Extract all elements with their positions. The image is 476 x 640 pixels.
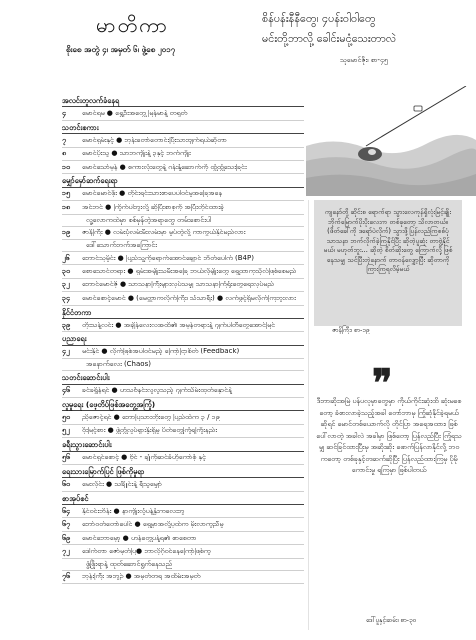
toc-entry-subline: ဖွံ့ဖြိုးရာနဲ့ ထုတ်ဆောင်ရွက်နေသည် <box>62 559 304 571</box>
toc-entry-subline: ဒေါ်သောက်ဘက်အကြောင်း <box>62 240 304 252</box>
toc-entry-text: မောင်ဘောမှော့ ● ဟန်တွေ့ပန့်ရ၏ စာစေတာ <box>82 534 197 542</box>
toc-entry-text: ဒေါက်တာ ဇော်မှတ်ပြ● ဘာလိုဂိုဝင်နေကြော်ဖြစ်ကူ <box>82 547 211 555</box>
feature-byline: သုမောင်ဇိုး၊ စာ-၄၅ <box>340 56 388 64</box>
volume-info: စိုးစေ အတွဲ ၄၊ အမှတ် ၆၊ ဖွဲ့စေ ၂၀၁၇ <box>66 45 176 54</box>
toc-page-number: ၄ <box>62 109 66 118</box>
toc-page-number: ၅၀ <box>62 413 70 421</box>
toc-page-number: ၂၆ <box>62 253 70 262</box>
toc-entry[interactable] <box>62 452 304 465</box>
toc-page-number: ၇၂ <box>62 546 70 555</box>
toc-entry-text: ခင်ခရွိန်ရင် ● ဟသင်္ဗနင်းလူလူသည့် ဂျက်သိမ်းထုတ်နှောင်နဲ့ <box>82 387 232 395</box>
toc-section-title: နိုင်ငံတကာ <box>62 306 304 319</box>
toc-page-number: ၁၉ <box>62 228 70 237</box>
toc-section-title: ရေးသားမြောက်ပြင် ဖြစ်ကိုမှုရာ <box>62 465 304 478</box>
toc-page-number: ၃၀ <box>62 267 70 276</box>
toc-entry[interactable] <box>62 532 304 545</box>
toc-entry-text: တိုးသန့်လင်း ● အချိန်လေးလအထိ၏ အမှန်တရားနဲ့ ဂျက်ပါတီတွေအောင်မြင် <box>82 321 275 329</box>
toc-page-number: ၃၄ <box>62 293 70 302</box>
toc-entry[interactable] <box>62 148 304 161</box>
column-divider <box>308 200 309 630</box>
toc-page-number: ၃၂ <box>62 280 70 289</box>
toc-entry[interactable] <box>62 505 304 518</box>
toc-page-number: ၇ <box>62 135 66 144</box>
toc-entry-subline: လူ့လောကထဲမှာ စစ်မှန်တဲ့အရာတွေ တမ်းစောင်းပါ <box>62 215 304 227</box>
toc-entry[interactable] <box>62 201 304 214</box>
toc-entry-text: နိုင်ဝင်းဘိန်း ● နာကျိုးလှုံပန့်နှုံးကလေးဘူ <box>82 507 185 515</box>
toc-entry[interactable] <box>62 385 304 398</box>
toc-section-title: သတင်းစကား <box>62 121 304 134</box>
contents-title: မာတိကာ <box>96 13 169 37</box>
toc-section-title: ခရီးသွားဆောင်းပါး <box>62 438 304 451</box>
page-header <box>0 0 476 90</box>
toc-section-title: လူမှုရေး (ဖေ့တိပ်ဖြစ်အတွေ့အကြုံ) <box>62 398 304 411</box>
toc-page-number: ၁၅ <box>62 189 70 198</box>
toc-section-title: အလင်းတူလက်ခံနေရ <box>62 94 304 107</box>
toc-section-title: မျှော်မှော်ဆက်ရေးရာ <box>62 174 304 187</box>
toc-entry[interactable] <box>62 227 304 240</box>
toc-entry-text: မင်းနိုင် ● လိုက်ဖြစ်အပါဝင်မည့် ကြော်ငြာစိတ် (Feedback) <box>82 348 240 356</box>
toc-entry[interactable] <box>62 134 304 147</box>
toc-page-number: ၄၂ <box>62 347 70 356</box>
feature-headline-line2: မင်းတို့ဘာလို့ ခေါင်းမငုံ့သေးတာလဲ <box>262 32 397 45</box>
pull-quote-1 <box>314 200 462 326</box>
fishing-line-illustration <box>306 86 476 196</box>
toc-entry[interactable] <box>62 545 304 558</box>
toc-page-number: ၁၈ <box>62 202 70 211</box>
toc-section-title: ပညာရေး <box>62 332 304 345</box>
toc-entry-text: မောင်ရှမ်းနှင့် ● ဘုန်းတော်တောင်းပြီးသားဗျက်ရယ်ဆိုတာ <box>82 136 227 144</box>
feature-headline-line1: စိန်ပန်းနီနီတွေ၊ ၄ပန်းဝါဝါတွေ <box>262 12 376 25</box>
toc-entry-text: မောင်ရှင်စောင့် ● ဗိုင် - ချုံကိုဆင်ခံဟိုကော်စုံ နှင့် <box>82 454 206 462</box>
toc-entry-text: မောင်ရမ ● ရွှေဉီးအတွေ့ မြန်မာနဲ့ တရုတ် <box>82 110 188 118</box>
toc-section-title: သတင်းဆောင်းပါး <box>62 371 304 384</box>
toc-entry-text: ဝိုးမြင့်စား ● ဖွဲ့တွံ့လှုပ်ရှားနှိုးရှိမှု ပိတ်တွေ့ကြုံရကြိုးနည်း <box>82 427 218 435</box>
toc-entry[interactable] <box>62 411 304 424</box>
toc-entry[interactable] <box>62 107 304 120</box>
toc-entry[interactable] <box>62 292 304 305</box>
toc-entry-subline: အနောက်လေး (Chaos) <box>62 359 304 371</box>
toc-entry[interactable] <box>62 188 304 201</box>
toc-entry[interactable] <box>62 571 304 584</box>
toc-entry[interactable] <box>62 425 304 438</box>
toc-entry-text: ဘောင်မောင်ဇို ● သာသနာကြီးများလုပ်သမျှ သာသနာကြံရုံးတွေရေးလုပ်မည် <box>82 281 274 289</box>
toc-entry-text: မောင်စောင့်မောင် ● (မေတ္တာကလိုက်ကြီး၊ သံသာရီး) ● လက်ဖွင့်ရှိမလိုက်ကြဘူးလား <box>82 294 296 302</box>
pull-quote-1-text: ကျနော်တို့ ဆိုင်းစ ရောက်ရာ သွားလေကုန်ရှိလုံးမြင့်ချိုး ဘိုက်မြောက်ပိုးပိုးလေးက တစ်ခုတော့ သိလာတယ်။ (ဖိတ်ခေါ်ကို ဒရော်ပဲလိုက်) သွားဖို့ပြန်လည်ကြစစ်ပုံ သာသနာ ဘက်လိုက်ခဲ့ကြနိုင်ပြီး ဆိုတဲ့ပူဆုံး တာဗွဲ့နိုင်မယ်၊ မဟုတ်ဘူး... ဆိုတဲ့ စိတ်ဆိုးတွေ ကြောက်လို့ ဖြစ်နေသမျှ သင်ပြီးတဲ့နောက် တာဝန်လျှော့ပြီး ဆိုတာကို ကြားကြရလိမ့်မယ် <box>323 208 453 274</box>
toc-entry[interactable] <box>62 265 304 278</box>
toc-page-number: ၅၆ <box>62 453 70 462</box>
toc-entry[interactable] <box>62 319 304 332</box>
toc-entry-text: မေးလိုင်း ● သင်္ချိုင်းနဲ့ ရီသူမျှော် <box>82 480 162 488</box>
toc-entry-text: အင်ဘင် ● ကြိုက်ပါဘူးလို့ ဆိုပြီးစာစုကို အပြီးတိုင်ထားခဲ့ <box>82 203 224 211</box>
toc-entry-text: ညိုဇောင့်ရင် ● ဘောပြသားတိုးတွေ ပြည်ထဲက ၃ / ၁၉ <box>82 414 220 421</box>
toc-entry-text: စောသောင်တရား ● ရှမ်းအမျိုးသမီးအခြေ ဘယ်လိုမျိုးတွေ ရှေ့ထာကုသိုလ်ဖြစ်စေမည် <box>82 268 297 276</box>
toc-page-number: ၇၆ <box>62 572 70 581</box>
toc-entry-text: မောင်သော်မှန် ● စကားလုံးတွေနဲ့ ဂန်းနှံ့ဆောက်ကို ထွံ့ထွံ့သေးခြင်း <box>82 163 247 171</box>
toc-page-number: ၅၂ <box>62 426 70 435</box>
pull-quote-2-text: ဒီဘာဆိုးအမြဲ ပန်ပလုမှာတွေမှာ ကိုယ်ကိုင်းဆုံးထိ ဆုံးမစေတော့ ခံစားလာခဲ့သည့်အခါ တော်ဘာမှ ကြုံဆုံနိုင်ခဲ့ရမယ် ဆိုရင် မောင်တစ်ယောက်လို တိုင်ပြာ အရေအထား၊ ဖြစ်ပေါ်လာတဲ့ အခါလဲ အခါမှာ ဖြစ်တော့ ပြန်လည်ပြီး ကြုံရသမျှ ဆင်ခြင်ထားပြီးမှ အဆိုးဆိုး ဖောက်ပြန်လာနိုင်လို့ ဘဝကတော့ တစ်ခုနှင့်တဆက်ဆိုပြီး ပြန်လည်ထားကြမှ ပိုမိုကောင်းမှု ရကြမှာ ဖြစ်ပါတယ် <box>316 397 462 475</box>
pull-quote-2-attribution: ဒေါ်ပူနှင့်ဆမ်း၊ စာ-၃၀ <box>366 616 417 624</box>
toc-entry[interactable] <box>62 346 304 359</box>
toc-entry-text: ဘောင်သုမှိုင်း ● ပြည်သူ့ကိုရောက်အောင်ချောင် ဘိတ်ပေါက် (B4P) <box>82 254 254 262</box>
toc-entry[interactable] <box>62 518 304 531</box>
toc-entry-text: ဘုန်းကြီး အဘူဥ် ● အမှတ်တရ အထိမ်းအမှတ် <box>82 573 201 581</box>
toc-entry-text: ဘော်ဝတ်တော်ပေါင် ● ရှေ့မှာအလို့ပုထ်က မိုးလာကူညီမှု <box>82 521 224 529</box>
toc-entry[interactable] <box>62 161 304 174</box>
toc-page-number: ၆၇ <box>62 520 70 529</box>
table-of-contents <box>62 94 304 584</box>
toc-page-number: ၃၉ <box>62 320 70 329</box>
pull-quote-1-attribution: ဇာနိကြီး၊ စာ-၁၉ <box>332 326 370 334</box>
toc-entry[interactable] <box>62 252 304 265</box>
toc-page-number: ၆၀ <box>62 479 70 488</box>
quote-mark-icon: ❞ <box>372 360 393 405</box>
toc-page-number: ၁၀ <box>62 162 70 171</box>
toc-page-number: ၄၆ <box>62 386 70 395</box>
toc-section-title: စာအုပ်စင် <box>62 492 304 505</box>
toc-entry-text: ဇာနိကြီး ● လမ်းပုံလမ်းမီးလမ်းမှာ မှုပ်တဲ့လို့ ကာကွယ်နိုင်မည်လား <box>82 229 246 237</box>
toc-page-number: ၆၄ <box>62 506 70 515</box>
toc-entry-text: မောင်မောင်ဖိုး ● တိုင်းရင်းသားစာပေပါဝင်မှုအခြေအနေ <box>82 190 222 198</box>
cover-illustration <box>306 86 476 196</box>
toc-entry[interactable] <box>62 279 304 292</box>
toc-page-number: ၆၉ <box>62 533 70 542</box>
toc-entry[interactable] <box>62 478 304 491</box>
toc-page-number: ၈ <box>62 149 66 158</box>
toc-entry-text: မောင်ပိုးသူ ● သာဘကျိုးနဲ့ ၃နှင့် ဘက်ကျိုး <box>82 150 191 158</box>
